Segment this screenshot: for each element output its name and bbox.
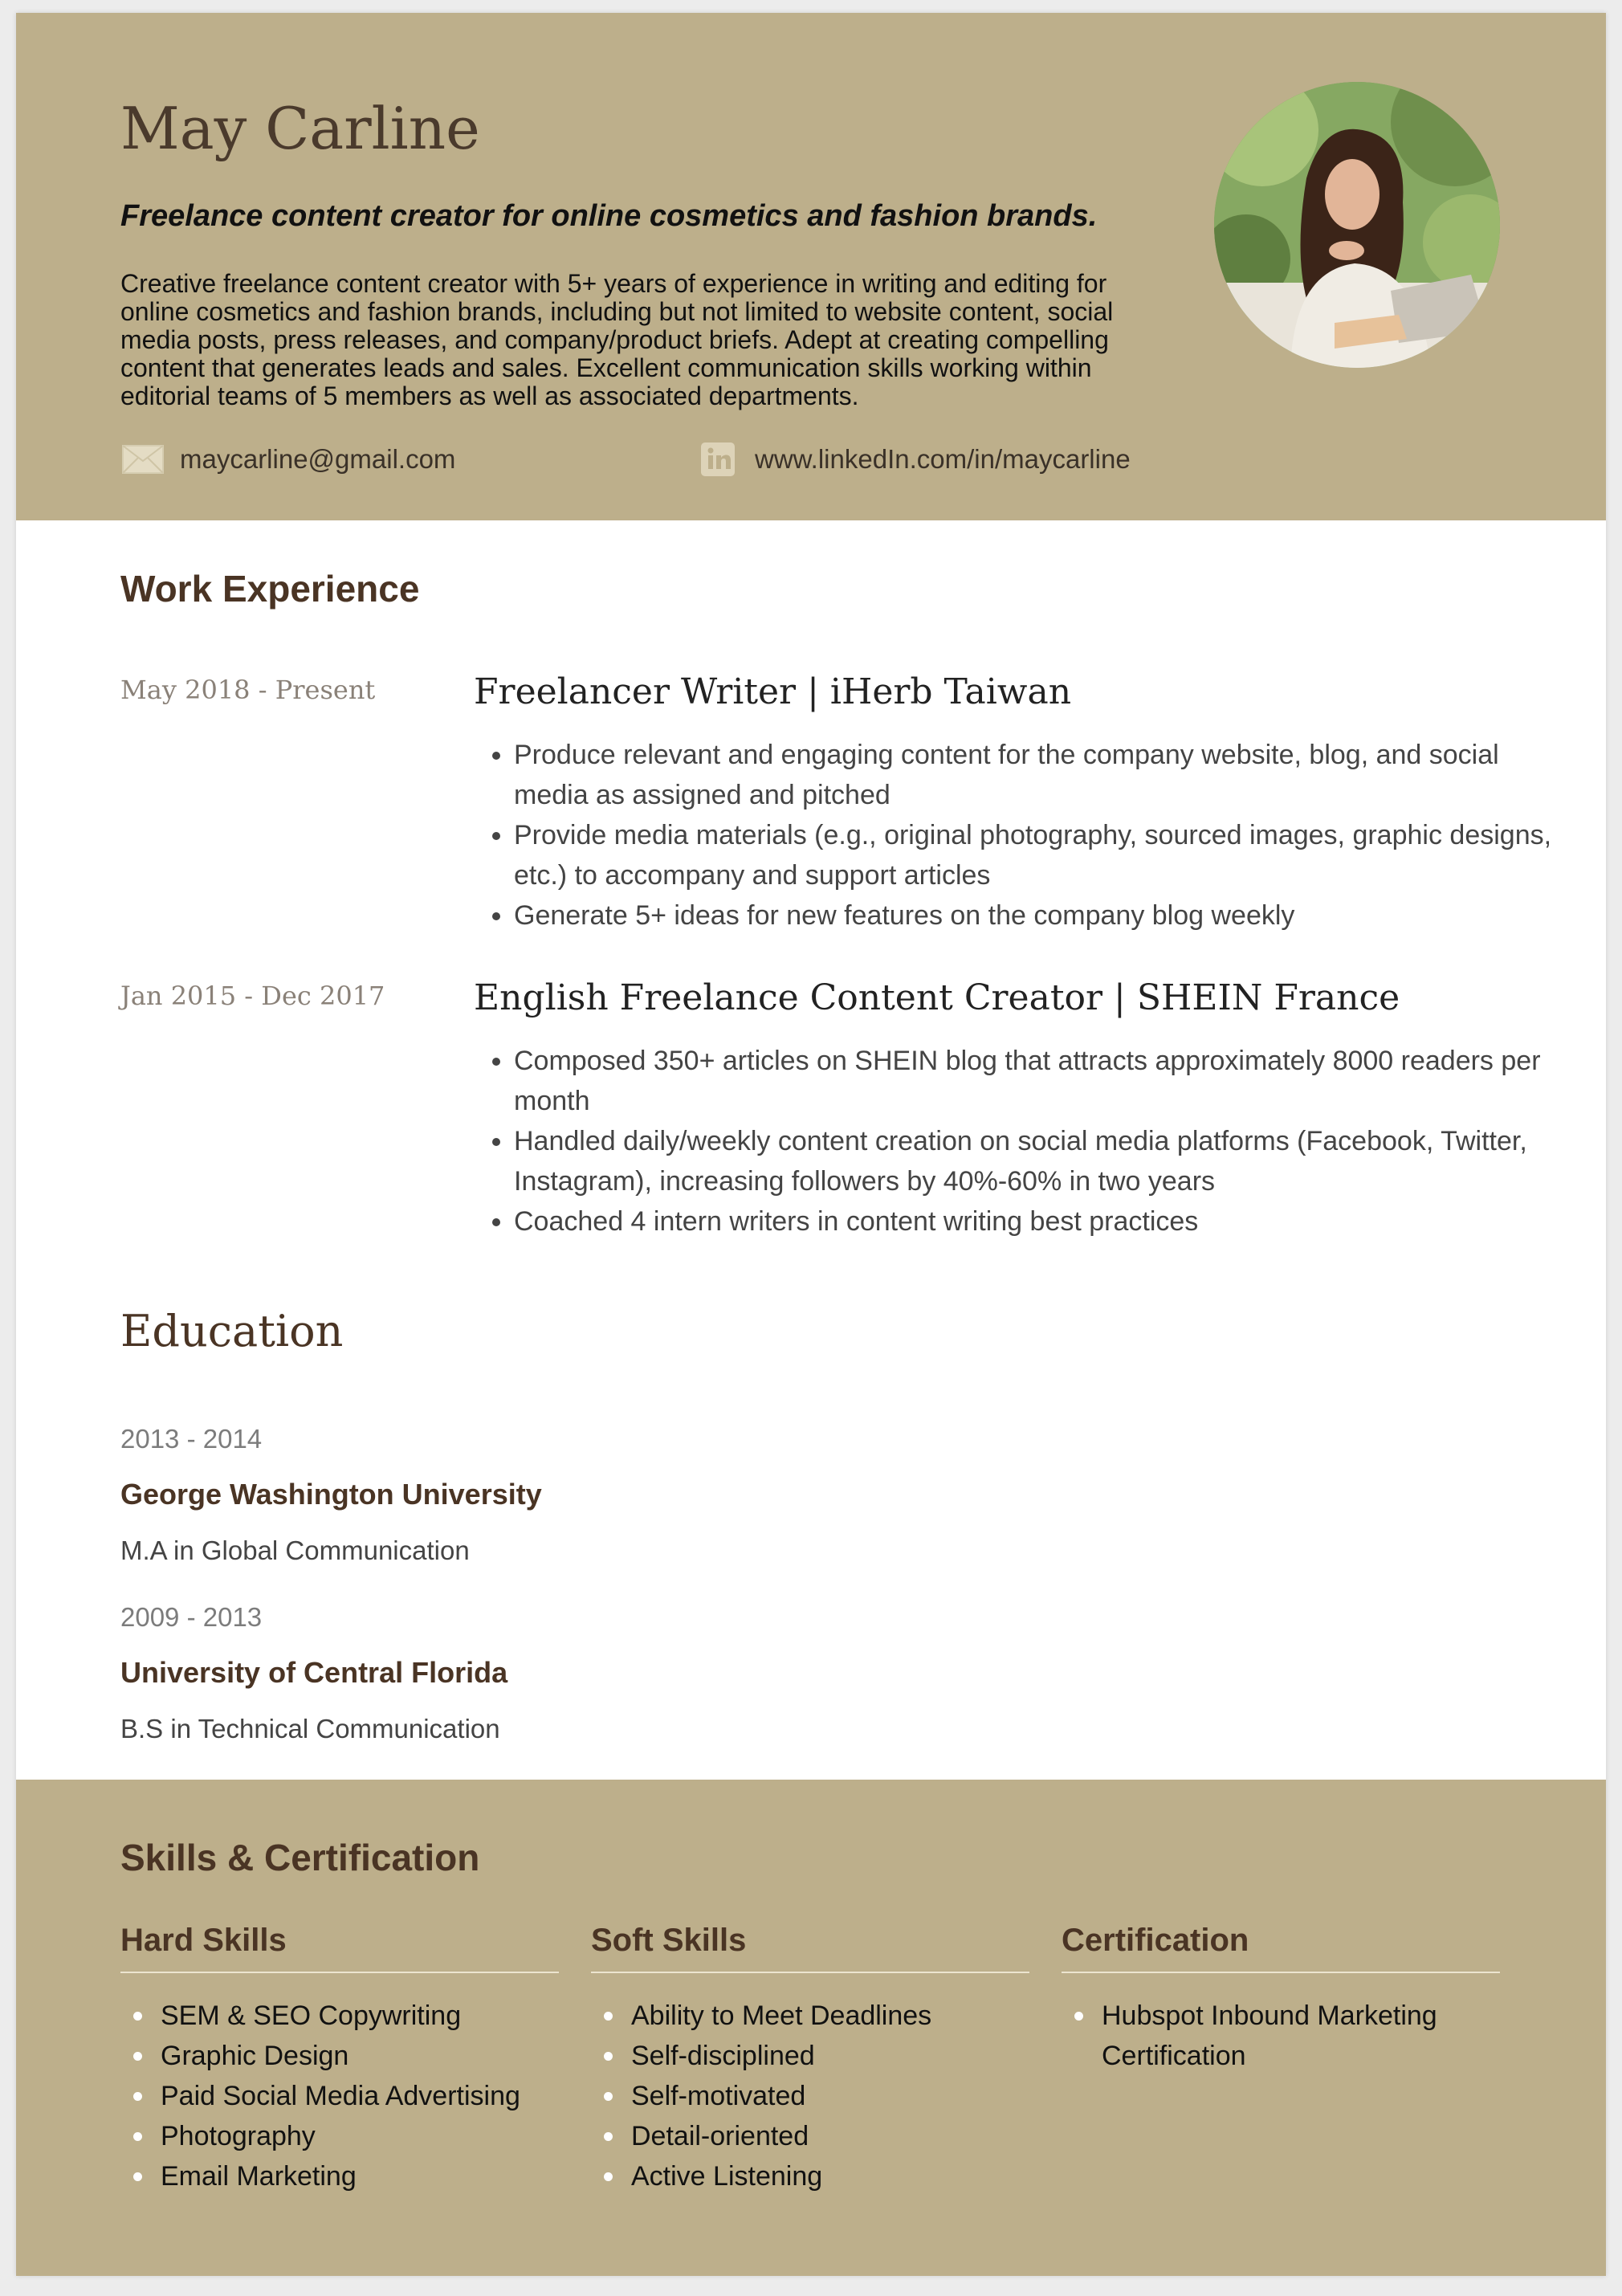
job-bullet: • Composed 350+ articles on SHEIN blog that attracts approximately 8000 readers per month	[514, 1041, 1558, 1121]
soft-skills-list	[591, 1996, 1029, 2196]
skill-item: Ability to Meet Deadlines	[631, 1996, 1029, 2036]
linkedin-text: www.linkedIn.com/in/maycarline	[755, 444, 1131, 474]
job-dates: Jan 2015 - Dec 2017	[120, 981, 385, 1011]
job-title: English Freelance Content Creator | SHEIN France	[474, 977, 1400, 1018]
skills-heading: Skills & Certification	[120, 1837, 480, 1878]
linkedin-icon	[697, 443, 739, 475]
summary: Creative freelance content creator with 5+ years of experience in writing and editing for online cosmetics and fashion brands, including but not limited to website content, social media posts, press releases, and company/product briefs. Adept at creating compelling content that generates leads and sales. Excellent communication skills working within editorial teams of 5 members as well as associated departments.	[120, 269, 1114, 410]
education-school: George Washington University	[120, 1478, 542, 1511]
skill-item: Self-motivated	[631, 2076, 1029, 2116]
job-bullet: • Coached 4 intern writers in content writing best practices	[514, 1201, 1558, 1242]
education-degree: M.A in Global Communication	[120, 1535, 470, 1565]
resume-page	[16, 13, 1606, 2276]
education-years: 2013 - 2014	[120, 1424, 263, 1454]
skill-item: Photography	[161, 2116, 559, 2156]
job-bullet: • Generate 5+ ideas for new features on the company blog weekly	[514, 895, 1558, 936]
job-bullet: • Handled daily/weekly content creation on social media platforms (Facebook, Twitter, Instagram), increasing followers by 40%-60% in two years	[514, 1121, 1558, 1201]
job-title: Freelancer Writer | iHerb Taiwan	[474, 671, 1072, 712]
contact-linkedin[interactable]	[697, 443, 1131, 475]
work-experience-heading: Work Experience	[120, 568, 420, 610]
skills-band	[16, 1780, 1606, 2276]
hard-skills-column	[120, 1923, 559, 2196]
job-bullets	[474, 1041, 1558, 1242]
education-degree: B.S in Technical Communication	[120, 1714, 500, 1743]
certification-list	[1062, 1996, 1455, 2076]
job-bullet: • Produce relevant and engaging content for the company website, blog, and social media as assigned and pitched	[514, 735, 1558, 815]
certification-item: Hubspot Inbound Marketing Certification	[1102, 1996, 1455, 2076]
hard-skills-heading: Hard Skills	[120, 1923, 559, 1973]
job-bullets	[474, 735, 1558, 936]
education-school: University of Central Florida	[120, 1656, 508, 1689]
soft-skills-column	[591, 1923, 1029, 2196]
skill-item: Paid Social Media Advertising	[161, 2076, 559, 2116]
certification-column	[1062, 1923, 1500, 2076]
candidate-name: May Carline	[120, 95, 480, 162]
header-band	[16, 13, 1606, 520]
contact-email[interactable]	[122, 443, 455, 475]
skill-item: Detail-oriented	[631, 2116, 1029, 2156]
education-heading: Education	[120, 1306, 344, 1356]
job-bullet: • Provide media materials (e.g., original photography, sourced images, graphic designs, etc.) to accompany and support articles	[514, 815, 1558, 895]
certification-heading: Certification	[1062, 1923, 1500, 1973]
skill-item: Email Marketing	[161, 2156, 559, 2196]
hard-skills-list	[120, 1996, 559, 2196]
tagline: Freelance content creator for online cosmetics and fashion brands.	[120, 199, 1098, 233]
skill-item: SEM & SEO Copywriting	[161, 1996, 559, 2036]
education-years: 2009 - 2013	[120, 1602, 263, 1632]
email-text: maycarline@gmail.com	[180, 444, 456, 474]
skill-item: Graphic Design	[161, 2036, 559, 2076]
soft-skills-heading: Soft Skills	[591, 1923, 1029, 1973]
job-dates: May 2018 - Present	[120, 675, 376, 705]
skill-item: Self-disciplined	[631, 2036, 1029, 2076]
envelope-icon	[122, 443, 164, 475]
skill-item: Active Listening	[631, 2156, 1029, 2196]
profile-photo	[1214, 82, 1500, 368]
